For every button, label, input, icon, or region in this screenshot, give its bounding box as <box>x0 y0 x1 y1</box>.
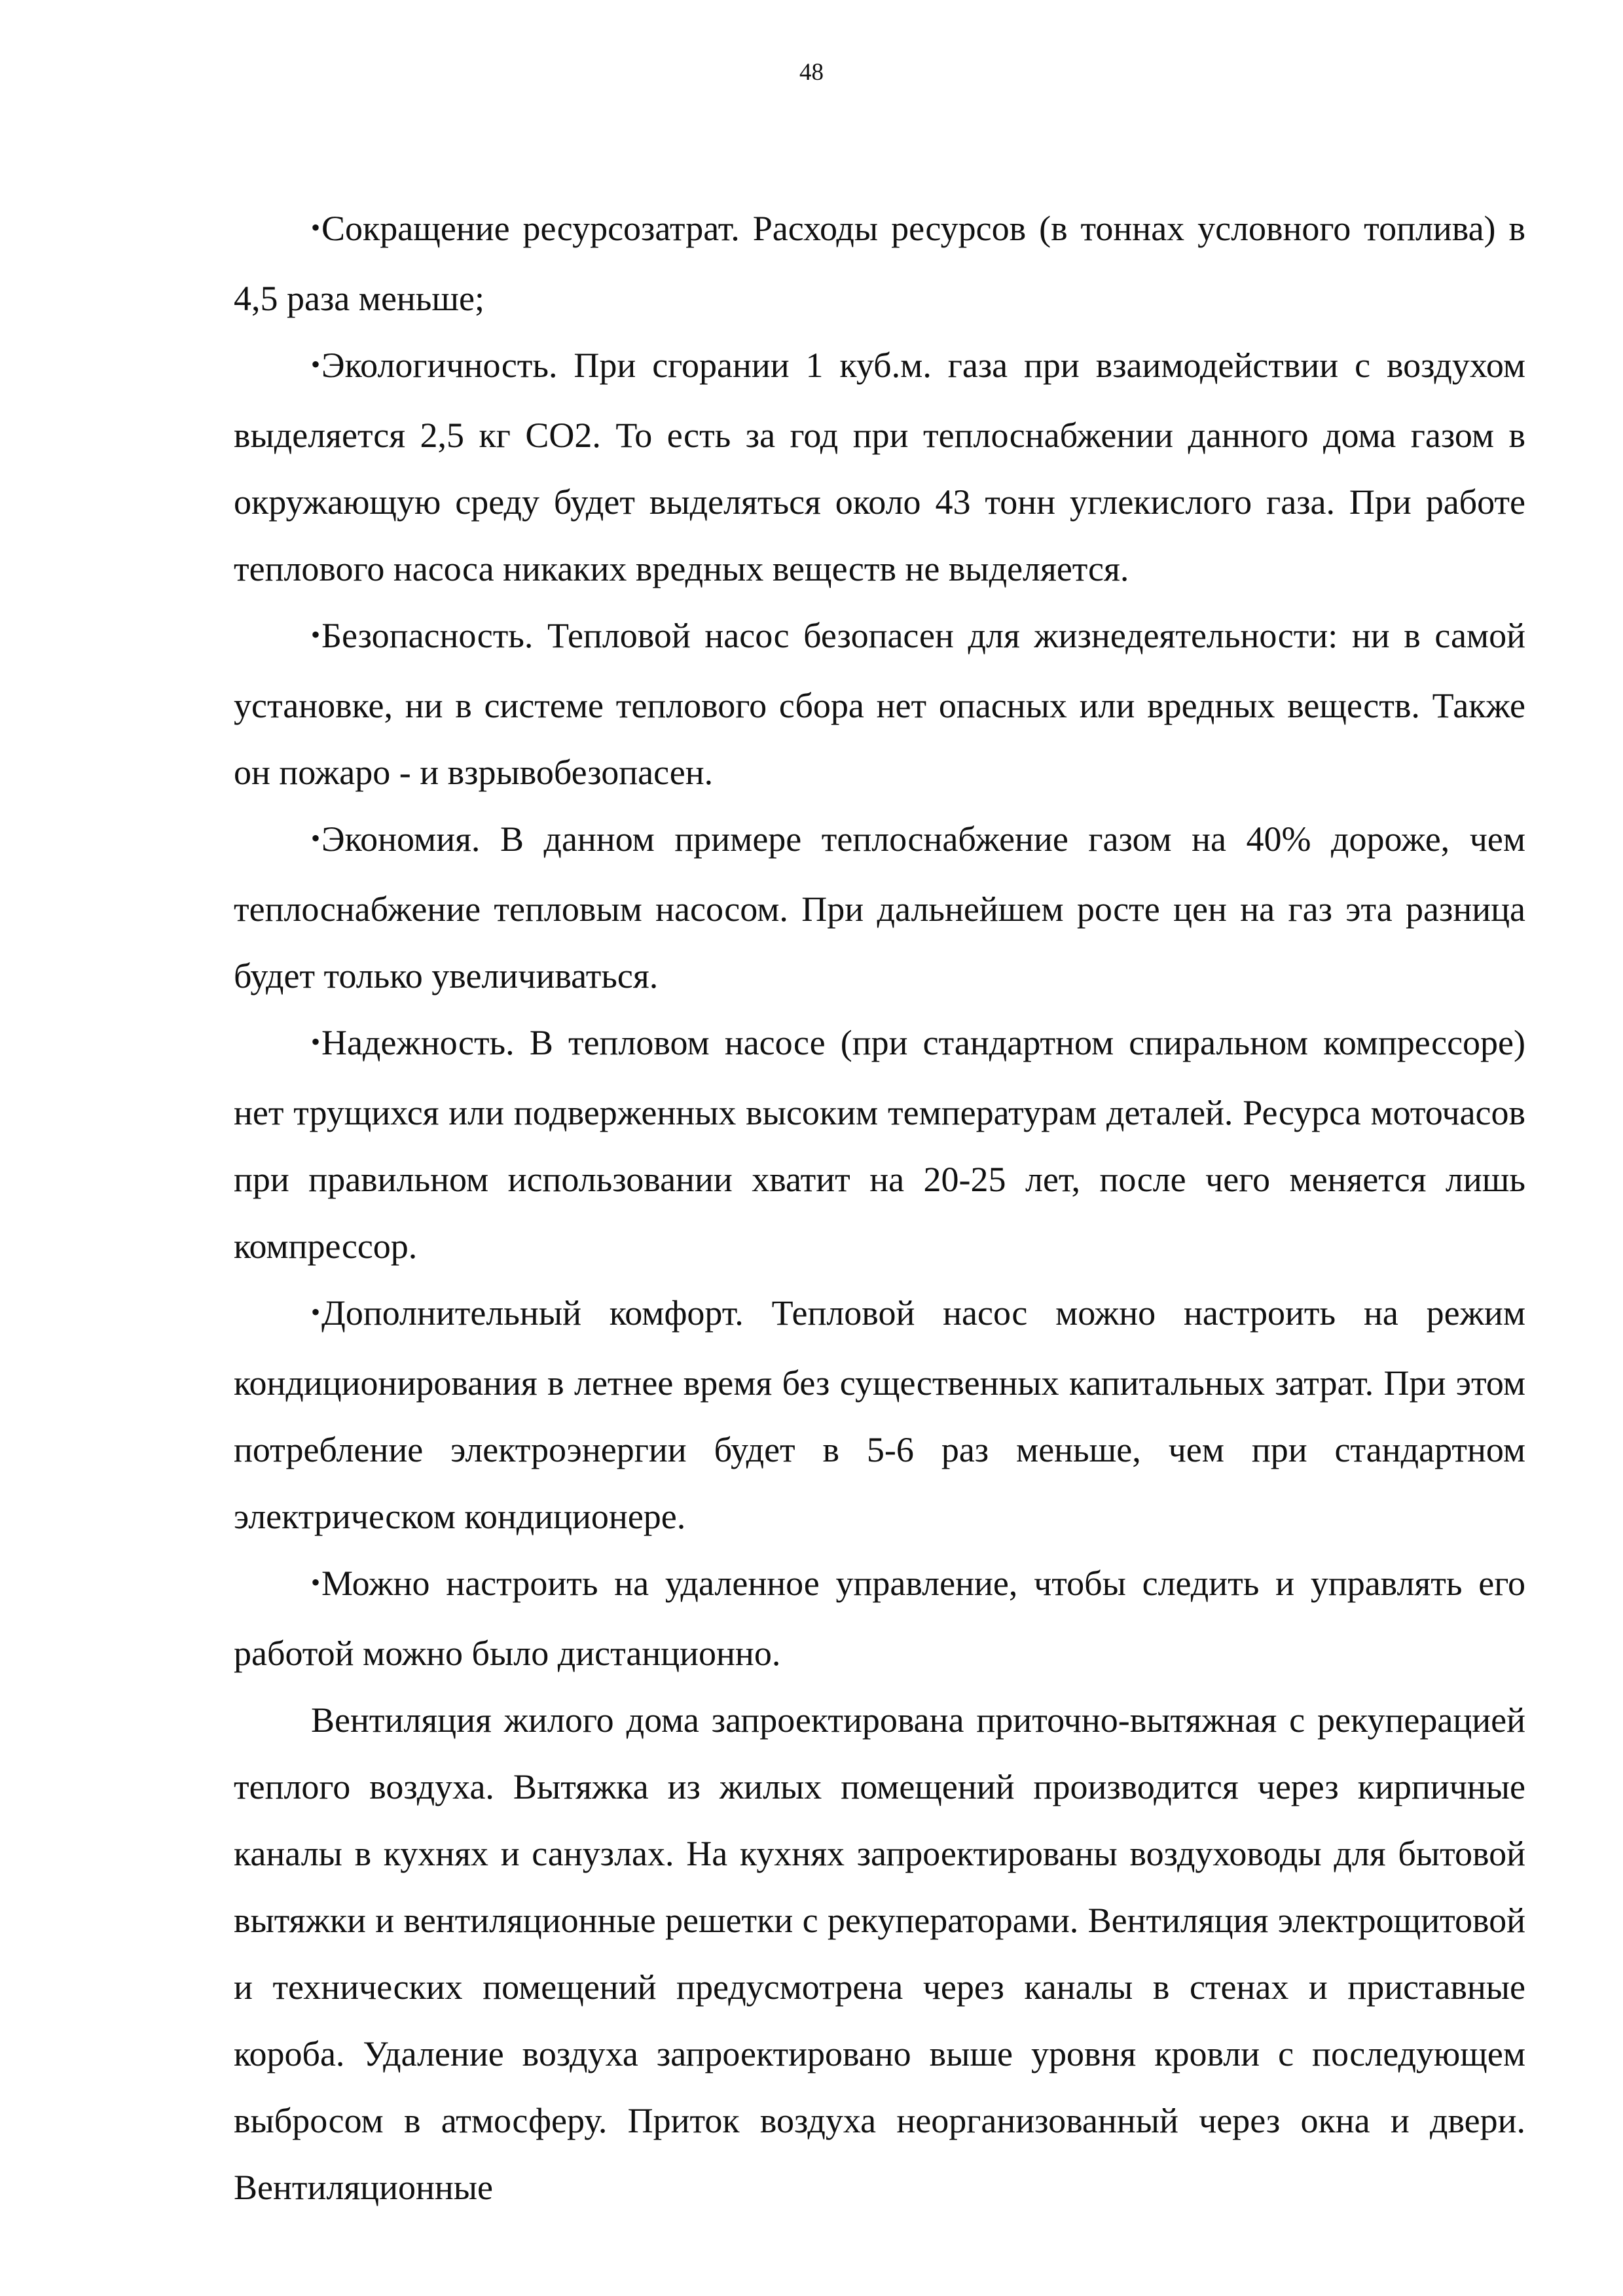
bullet-item-remote-control <box>234 1550 1525 1687</box>
bullet-icon: • <box>311 1297 321 1327</box>
bullet-text: Можно настроить на удаленное управление, чтобы следить и управлять его работой можно было дистанционно. <box>234 1564 1525 1673</box>
bullet-icon: • <box>311 1027 321 1056</box>
bullet-icon: • <box>311 823 321 853</box>
bullet-icon: • <box>311 213 321 242</box>
bullet-text: Надежность. В тепловом насосе (при стандартном спиральном компрессоре) нет трущихся или подверженных высоким температурам деталей. Ресурса моточасов при правильном использовании хватит на 20-25 лет, после чего меняется лишь компрессор. <box>234 1023 1525 1266</box>
bullet-text: Дополнительный комфорт. Тепловой насос можно настроить на режим кондиционирования в летнее время без существенных капитальных затрат. При этом потребление электроэнергии будет в 5-6 раз меньше, чем при стандартном электрическом кондиционере. <box>234 1293 1525 1536</box>
bullet-item-resource-savings <box>234 195 1525 332</box>
bullet-item-reliability <box>234 1009 1525 1280</box>
bullet-icon: • <box>311 1568 321 1597</box>
bullet-text: Экологичность. При сгорании 1 куб.м. газа при взаимодействии с воздухом выделяется 2,5 кг СО2. То есть за год при теплоснабжении данного дома газом в окружающую среду будет выделяться около 43 тонн углекислого газа. При работе теплового насоса никаких вредных веществ не выделяется. <box>234 346 1525 588</box>
bullet-text: Безопасность. Тепловой насос безопасен для жизнедеятельности: ни в самой установке, ни в системе теплового сбора нет опасных или вредных веществ. Также он пожаро - и взрывобезопасен. <box>234 616 1525 792</box>
bullet-item-safety <box>234 602 1525 806</box>
bullet-text: Сокращение ресурсозатрат. Расходы ресурсов (в тоннах условного топлива) в 4,5 раза меньше; <box>234 209 1525 318</box>
bullet-icon: • <box>311 620 321 649</box>
page-number: 48 <box>799 59 824 86</box>
bullet-text: Экономия. В данном примере теплоснабжение газом на 40% дороже, чем теплоснабжение тепловым насосом. При дальнейшем росте цен на газ эта разница будет только увеличиваться. <box>234 819 1525 996</box>
ventilation-paragraph: Вентиляция жилого дома запроектирована приточно-вытяжная с рекуперацией теплого воздуха. Вытяжка из жилых помещений производится через кирпичные каналы в кухнях и санузлах. На кухнях запроектированы воздуховоды для бытовой вытяжки и вентиляционные решетки с рекуператорами. Вентиляция электрощитовой и технических помещений предусмотрена через каналы в стенах и приставные короба. Удаление воздуха запроектировано выше уровня кровли с последующем выбросом в атмосферу. Приток воздуха неорганизованный через окна и двери. Вентиляционные <box>234 1700 1525 2207</box>
bullet-item-economy <box>234 806 1525 1009</box>
bullet-item-comfort <box>234 1280 1525 1550</box>
document-body <box>234 195 1525 2221</box>
bullet-icon: • <box>311 350 321 379</box>
bullet-item-ecology <box>234 332 1525 602</box>
